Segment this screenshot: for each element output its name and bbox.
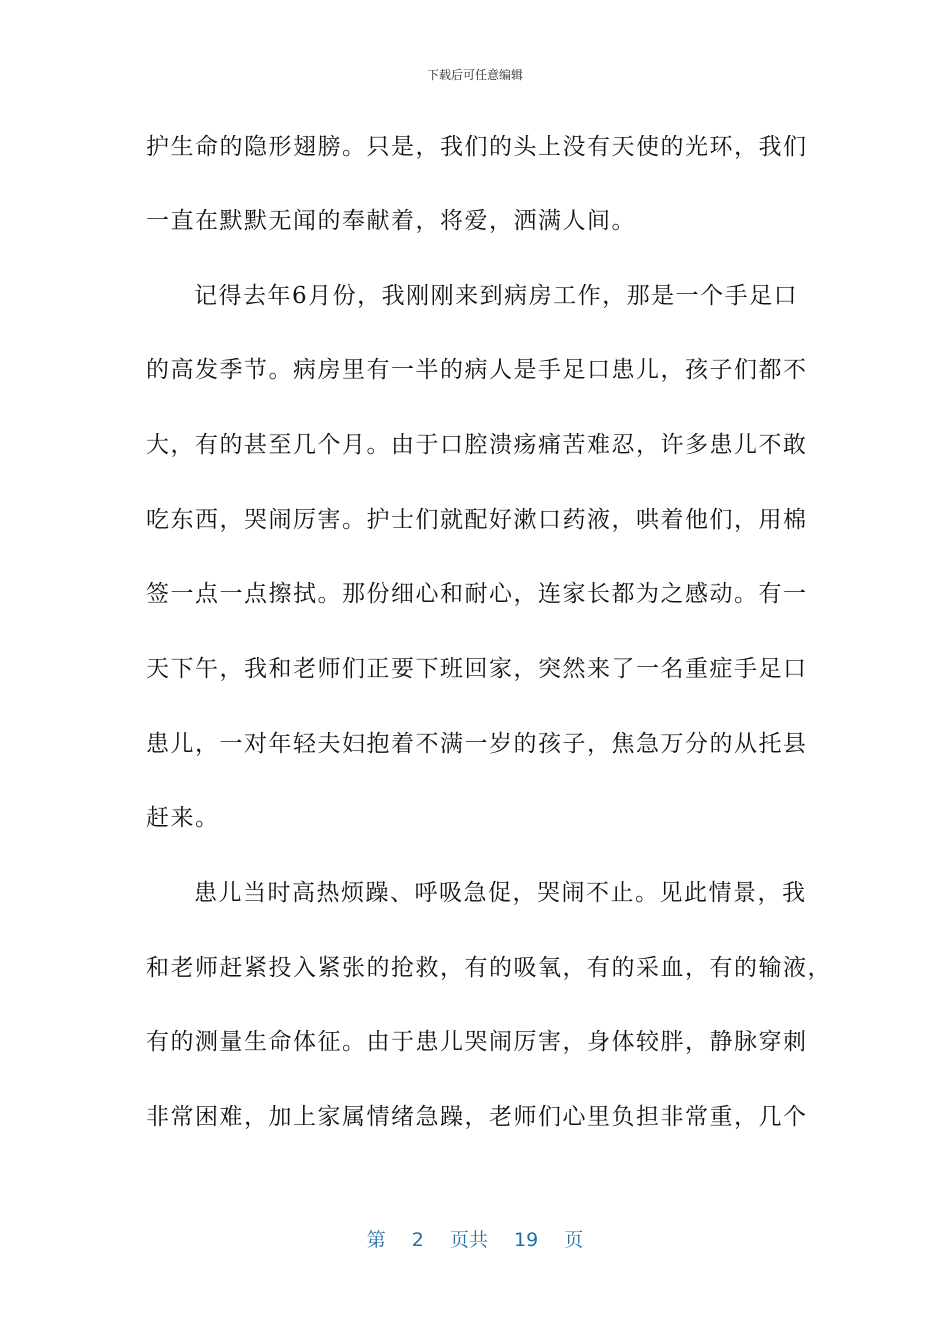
text-line: 一直在默默无闻的奉献着，将爱，洒满人间。 [146, 208, 636, 234]
text-line: 赶来。 [146, 805, 220, 831]
text-line: 和老师赶紧投入紧张的抢救，有的吸氧，有的采血，有的输液， [146, 955, 832, 981]
footer-middle: 页共 [449, 1229, 488, 1251]
text-line: 患儿，一对年轻夫妇抱着不满一岁的孩子，焦急万分的从托县 [146, 731, 808, 757]
footer-suffix: 页 [564, 1229, 584, 1251]
text-line: 天下午，我和老师们正要下班回家，突然来了一名重症手足口 [146, 656, 808, 682]
text-line: 患儿当时高热烦躁、呼吸急促，哭闹不止。见此情景，我 [194, 880, 807, 906]
text-line: 签一点一点擦拭。那份细心和耐心，连家长都为之感动。有一 [146, 581, 808, 607]
page-footer [0, 1225, 950, 1252]
text-line: 非常困难，加上家属情绪急躁，老师们心里负担非常重，几个 [146, 1104, 808, 1130]
text-line: 护生命的隐形翅膀。只是，我们的头上没有天使的光环，我们 [146, 134, 808, 160]
text-line: 有的测量生命体征。由于患儿哭闹厉害，身体较胖，静脉穿刺 [146, 1029, 808, 1055]
page-header: 下载后可任意编辑 [426, 68, 523, 82]
footer-page-number: 2 [411, 1229, 424, 1251]
text-line: 的高发季节。病房里有一半的病人是手足口患儿，孩子们都不 [146, 357, 808, 383]
footer-prefix: 第 [366, 1229, 386, 1251]
text-line: 记得去年6月份，我刚刚来到病房工作，那是一个手足口 [194, 283, 799, 309]
text-line: 大，有的甚至几个月。由于口腔溃疡痛苦难忍，许多患儿不敢 [146, 432, 808, 458]
text-line: 吃东西，哭闹厉害。护士们就配好漱口药液，哄着他们，用棉 [146, 507, 808, 533]
footer-total-pages: 19 [514, 1229, 539, 1251]
